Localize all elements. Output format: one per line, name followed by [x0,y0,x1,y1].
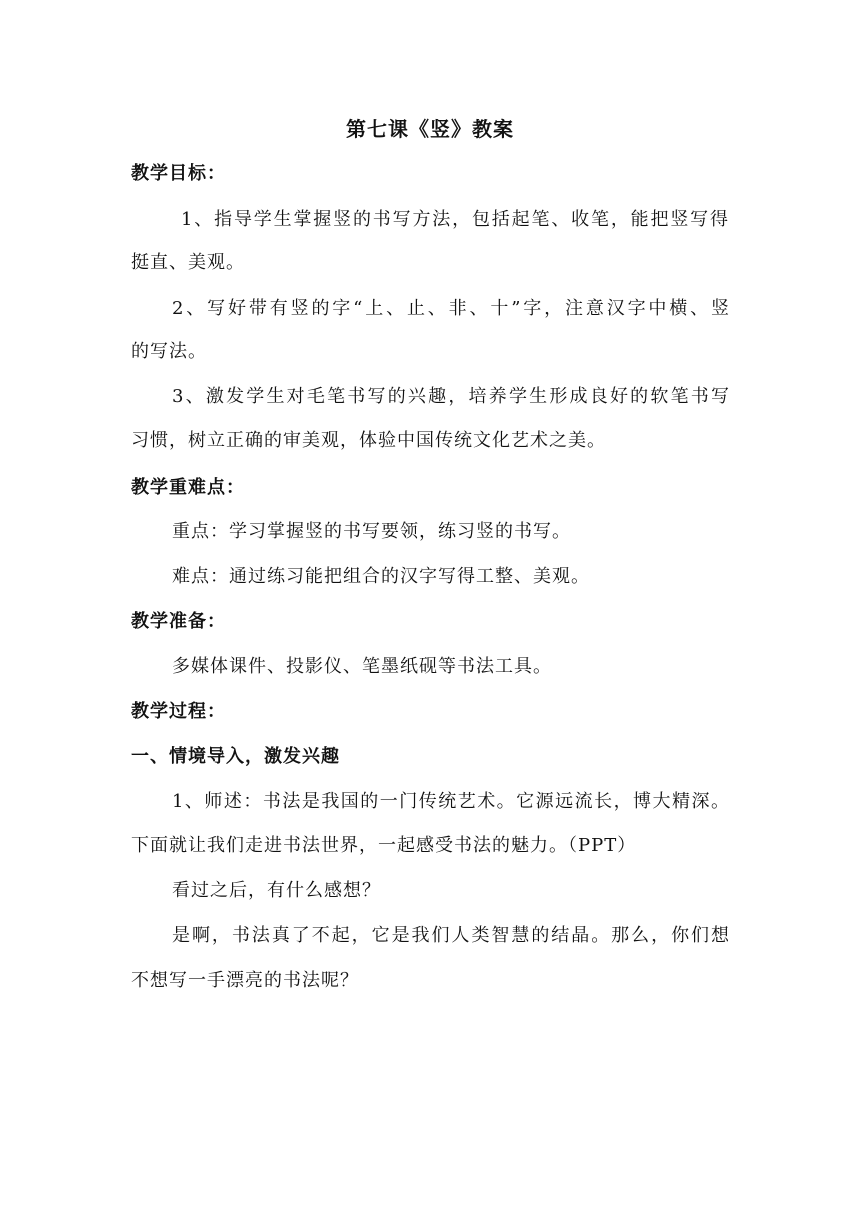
process-para-3-line-1: 是啊，书法真了不起，它是我们人类智慧的结晶。那么，你们想 [172,925,729,946]
goal-3-line-1: 3、激发学生对毛笔书写的兴趣，培养学生形成良好的软笔书写 [172,386,729,407]
process-para-1-line-2: 下面就让我们走进书法世界，一起感受书法的魅力。（PPT） [131,835,637,856]
process-para-3-line-2: 不想写一手漂亮的书法呢？ [131,970,359,991]
process-para-1-line-1: 1、师述：书法是我国的一门传统艺术。它源远流长，博大精深。 [172,791,729,812]
section-heading-preparation: 教学准备： [131,611,226,632]
preparation-content: 多媒体课件、投影仪、笔墨纸砚等书法工具。 [172,656,552,677]
goal-3-line-2: 习惯，树立正确的审美观，体验中国传统文化艺术之美。 [131,430,606,451]
key-point-focus: 重点：学习掌握竖的书写要领，练习竖的书写。 [172,521,571,542]
key-point-difficulty: 难点：通过练习能把组合的汉字写得工整、美观。 [172,566,590,587]
section-heading-key-points: 教学重难点： [131,477,245,498]
step-1-heading: 一、情境导入，激发兴趣 [131,746,340,767]
page-title: 第七课《竖》教案 [346,117,514,141]
section-heading-process: 教学过程： [131,701,226,722]
goal-2-line-1: 2、写好带有竖的字“上、止、非、十”字，注意汉字中横、竖 [172,298,729,319]
goal-1-line-1: 1、指导学生掌握竖的书写方法，包括起笔、收笔，能把竖写得 [181,209,728,230]
goal-1-line-2: 挺直、美观。 [131,252,245,273]
process-para-2: 看过之后，有什么感想？ [172,880,381,901]
goal-2-line-2: 的写法。 [131,341,207,362]
section-heading-goals: 教学目标： [131,163,226,184]
